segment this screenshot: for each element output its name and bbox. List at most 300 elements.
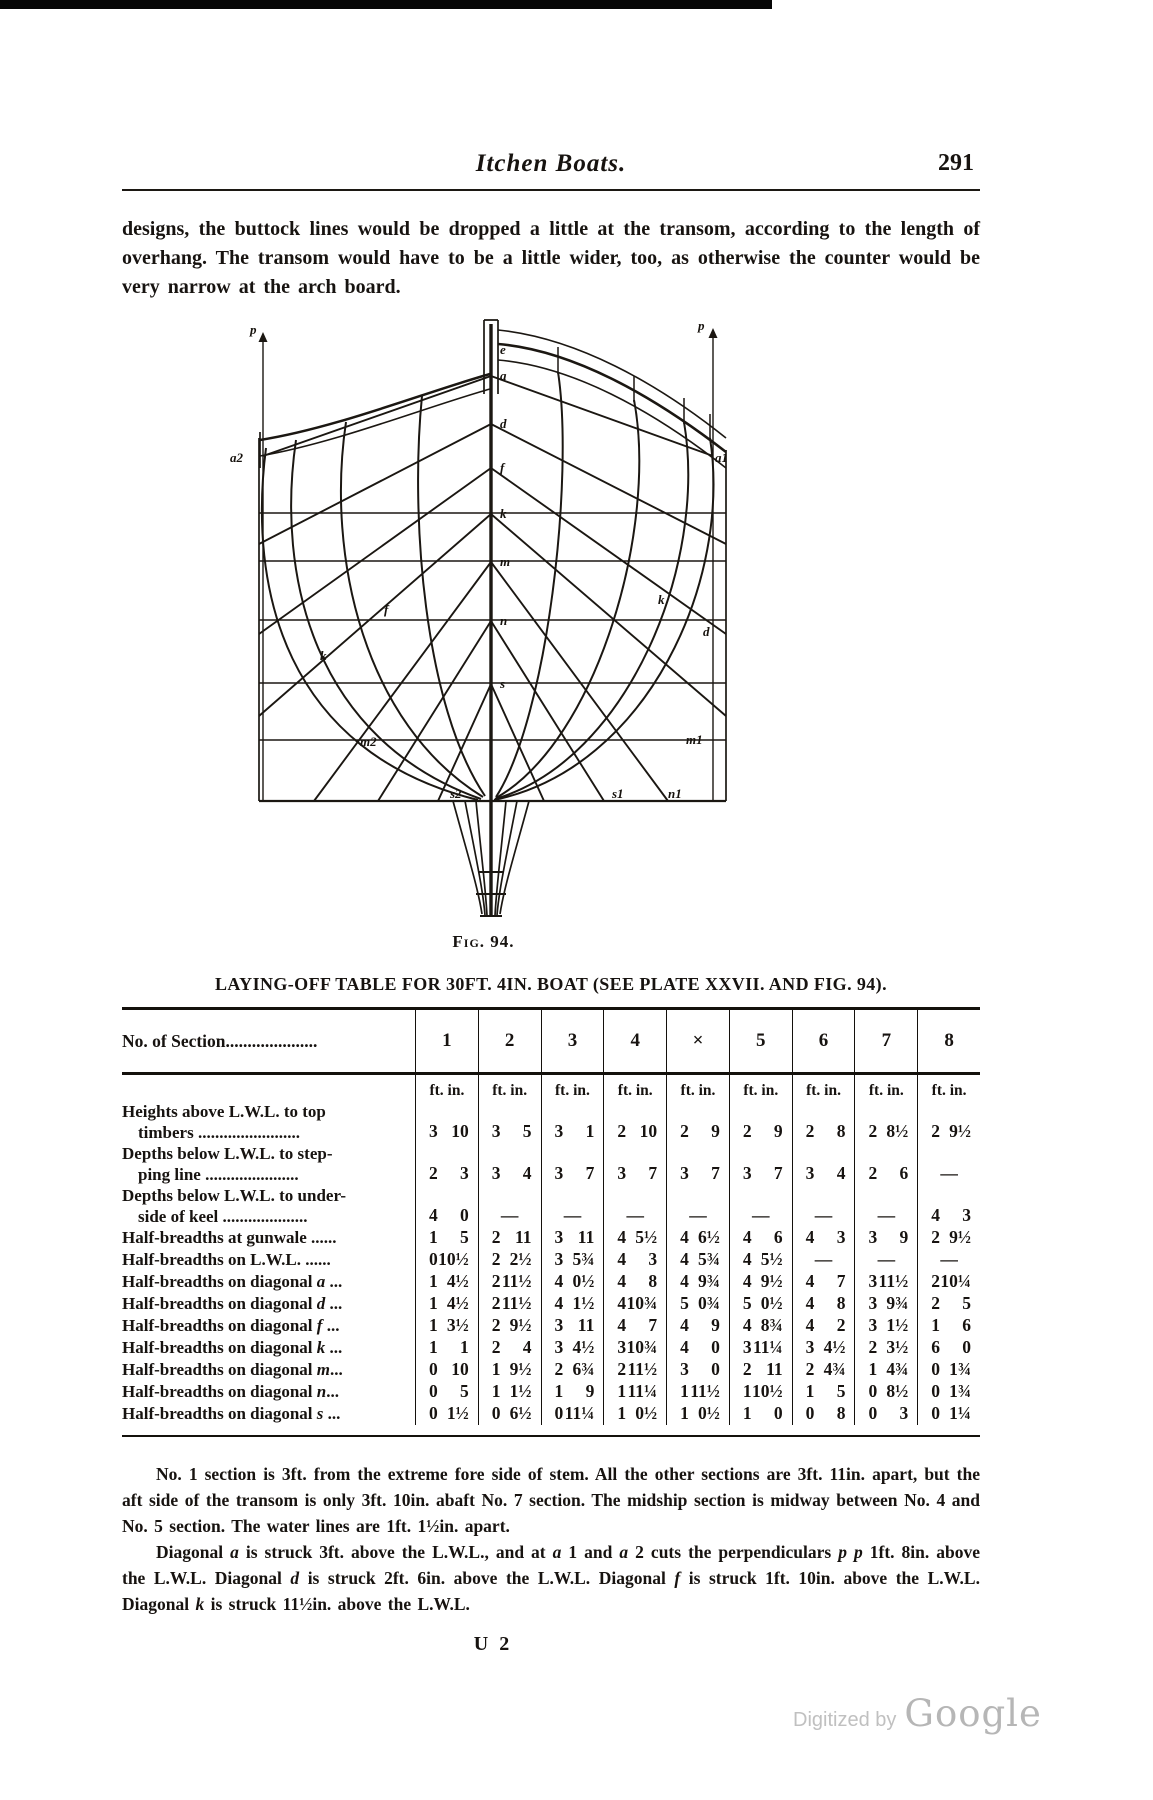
- cell-inches: 1½: [886, 1315, 909, 1335]
- cell-feet: 2: [491, 1271, 501, 1291]
- column-header: 7: [854, 1010, 917, 1072]
- cell-inches: 1½: [572, 1293, 595, 1313]
- cell-feet: 1: [429, 1315, 438, 1335]
- table-cell: —: [792, 1249, 855, 1271]
- table-cell: [854, 1271, 917, 1293]
- table-cell: [478, 1249, 541, 1271]
- cell-feet: 1: [617, 1403, 627, 1423]
- table-cell: [854, 1293, 917, 1315]
- table-cell: [854, 1315, 917, 1337]
- cell-feet: 4: [680, 1337, 689, 1357]
- cell-inches: 11: [577, 1227, 595, 1247]
- unit-label: ft. in.: [603, 1075, 666, 1101]
- cell-feet: 0: [554, 1403, 564, 1423]
- table-cell: [541, 1359, 604, 1381]
- cell-inches: 5½: [635, 1227, 658, 1247]
- table-cell: [478, 1337, 541, 1359]
- label-perpendicular-left: p: [250, 322, 257, 337]
- table-cell: [666, 1359, 729, 1381]
- cell-inches: 11½: [878, 1271, 909, 1291]
- table-cell: [917, 1315, 980, 1337]
- row-label-line2: timbers ........................: [138, 1123, 300, 1142]
- table-cell: [415, 1143, 478, 1185]
- row-label: [122, 1293, 415, 1315]
- cell-feet: 2: [931, 1271, 940, 1291]
- cell-feet: 2: [931, 1227, 940, 1247]
- cell-feet: 4: [805, 1293, 815, 1313]
- table-row: [122, 1337, 980, 1359]
- table-cell: —: [666, 1185, 729, 1227]
- cell-feet: 0: [429, 1249, 438, 1269]
- cell-inches: 11½: [501, 1293, 532, 1313]
- digitized-by-text: Digitized by: [793, 1709, 897, 1731]
- table-cell: [666, 1403, 729, 1425]
- cell-feet: 1: [491, 1359, 501, 1379]
- table-cell: —: [792, 1185, 855, 1227]
- table-cell: [666, 1381, 729, 1403]
- units-spacer: [122, 1075, 415, 1101]
- table-cell: [854, 1381, 917, 1403]
- cell-feet: 2: [868, 1121, 878, 1141]
- cell-inches: 6: [899, 1163, 909, 1183]
- label-m: m: [500, 554, 511, 569]
- table-cell: [541, 1249, 604, 1271]
- table-cell: [792, 1359, 855, 1381]
- table-cell: [792, 1143, 855, 1185]
- row-label-line2: Half-breadths on diagonal s ...: [122, 1404, 341, 1423]
- cell-inches: 10¼: [940, 1271, 971, 1291]
- cell-feet: 1: [429, 1337, 438, 1357]
- table-cell: —: [729, 1185, 792, 1227]
- cell-inches: 10: [451, 1359, 469, 1379]
- cell-feet: 3: [491, 1121, 501, 1141]
- cell-feet: 3: [868, 1293, 878, 1313]
- row-label: [122, 1359, 415, 1381]
- cell-inches: 1: [585, 1121, 595, 1141]
- table-cell: [792, 1403, 855, 1425]
- cell-inches: 3½: [886, 1337, 909, 1357]
- cell-inches: 9½: [509, 1315, 532, 1335]
- unit-label: ft. in.: [666, 1075, 729, 1101]
- table-cell: [541, 1227, 604, 1249]
- cell-feet: 0: [868, 1403, 878, 1423]
- row-label-line2: Half-breadths on diagonal k ...: [122, 1338, 343, 1357]
- cell-feet: 1: [742, 1381, 752, 1401]
- cell-feet: 4: [429, 1205, 438, 1225]
- cell-feet: 5: [742, 1293, 752, 1313]
- table-cell: [854, 1359, 917, 1381]
- cell-inches: 11¼: [564, 1403, 595, 1423]
- cell-feet: 3: [868, 1315, 878, 1335]
- cell-inches: 9½: [949, 1121, 971, 1141]
- column-header: 8: [917, 1010, 980, 1072]
- table-cell: [415, 1227, 478, 1249]
- cell-inches: 7: [711, 1163, 720, 1183]
- cell-inches: 4¾: [886, 1359, 909, 1379]
- cell-feet: 4: [742, 1249, 752, 1269]
- intro-paragraph: designs, the buttock lines would be dropped a little at the transom, according to the length of overhang. The transom would have to be a little wider, too, as otherwise the counter would be very narrow at the arch board.: [122, 218, 980, 298]
- table-cell: [415, 1381, 478, 1403]
- cell-feet: 3: [429, 1121, 438, 1141]
- table-cell: [729, 1249, 792, 1271]
- cell-inches: 8½: [886, 1381, 909, 1401]
- cell-inches: 8¾: [760, 1315, 783, 1335]
- table-cell: [603, 1227, 666, 1249]
- cell-feet: 2: [805, 1359, 815, 1379]
- cell-feet: 4: [805, 1315, 815, 1335]
- table-cell: [666, 1271, 729, 1293]
- table-cell: [603, 1403, 666, 1425]
- row-label-line2: Half-breadths on diagonal m...: [122, 1360, 343, 1379]
- header-rule: [122, 189, 980, 191]
- table-cell: [854, 1101, 917, 1143]
- cell-feet: 1: [931, 1315, 940, 1335]
- cell-inches: 9½: [509, 1359, 532, 1379]
- table-cell: [729, 1101, 792, 1143]
- table-row: [122, 1185, 980, 1227]
- row-label-line2: Half-breadths on L.W.L. ......: [122, 1250, 331, 1269]
- cell-feet: 4: [742, 1271, 752, 1291]
- row-label-line1: Heights above L.W.L. to top: [122, 1102, 326, 1121]
- cell-inches: 5: [522, 1121, 532, 1141]
- cell-inches: 1½: [446, 1403, 469, 1423]
- table-cell: [603, 1337, 666, 1359]
- cell-feet: 4: [617, 1293, 627, 1313]
- cell-feet: 2: [931, 1293, 940, 1313]
- cell-feet: 3: [868, 1227, 878, 1247]
- cell-feet: 2: [491, 1293, 501, 1313]
- table-row: [122, 1315, 980, 1337]
- cell-inches: 10: [451, 1121, 469, 1141]
- table-cell: [854, 1143, 917, 1185]
- table-cell: [603, 1293, 666, 1315]
- signature-mark: U 2: [473, 1633, 513, 1655]
- cell-feet: 3: [805, 1337, 815, 1357]
- label-s2: s2: [450, 786, 462, 801]
- table-cell: [917, 1337, 980, 1359]
- cell-inches: 6¾: [572, 1359, 595, 1379]
- row-label: [122, 1271, 415, 1293]
- cell-inches: 4½: [572, 1337, 595, 1357]
- unit-label: ft. in.: [792, 1075, 855, 1101]
- cell-inches: 7: [648, 1315, 658, 1335]
- table-cell: [917, 1293, 980, 1315]
- cell-feet: 4: [742, 1315, 752, 1335]
- cell-inches: 3: [460, 1163, 469, 1183]
- cell-feet: 0: [931, 1359, 940, 1379]
- row-label: [122, 1185, 415, 1227]
- cell-inches: 6½: [698, 1227, 720, 1247]
- cell-feet: 5: [680, 1293, 689, 1313]
- cell-inches: 5: [460, 1381, 469, 1401]
- cell-feet: 2: [680, 1121, 689, 1141]
- table-cell: [666, 1227, 729, 1249]
- cell-inches: 5¾: [698, 1249, 720, 1269]
- cell-inches: 11: [766, 1359, 783, 1379]
- cell-inches: 9¾: [886, 1293, 909, 1313]
- cell-feet: 4: [617, 1315, 627, 1335]
- row-label-line1: Depths below L.W.L. to under-: [122, 1186, 347, 1205]
- table-cell: [792, 1315, 855, 1337]
- table-cell: —: [478, 1185, 541, 1227]
- cell-inches: 4: [522, 1337, 532, 1357]
- column-header: 3: [541, 1010, 604, 1072]
- table-cell: [541, 1101, 604, 1143]
- cell-inches: 9: [899, 1227, 909, 1247]
- cell-feet: 4: [742, 1227, 752, 1247]
- boat-body-plan-drawing: [226, 316, 741, 928]
- cell-inches: 10¾: [626, 1293, 658, 1313]
- cell-feet: 3: [680, 1163, 689, 1183]
- label-d-right: d: [703, 624, 710, 639]
- table-cell: [478, 1271, 541, 1293]
- column-header: 5: [729, 1010, 792, 1072]
- table-cell: [917, 1381, 980, 1403]
- cell-inches: 10½: [752, 1381, 783, 1401]
- cell-inches: 11½: [690, 1381, 720, 1401]
- column-header: ×: [666, 1010, 729, 1072]
- table-cell: [729, 1227, 792, 1249]
- cell-feet: 0: [429, 1359, 438, 1379]
- cell-feet: 2: [491, 1227, 501, 1247]
- cell-inches: 9: [585, 1381, 595, 1401]
- table-cell: [478, 1143, 541, 1185]
- table-cell: [917, 1403, 980, 1425]
- cell-feet: 2: [554, 1359, 564, 1379]
- cell-feet: 0: [931, 1403, 940, 1423]
- cell-inches: 8½: [886, 1121, 909, 1141]
- cell-inches: 2½: [509, 1249, 532, 1269]
- table-cell: [666, 1101, 729, 1143]
- cell-feet: 2: [491, 1249, 501, 1269]
- cell-inches: 10: [639, 1121, 658, 1141]
- column-header: 4: [603, 1010, 666, 1072]
- row-label: [122, 1101, 415, 1143]
- table-cell: [478, 1227, 541, 1249]
- cell-inches: 8: [836, 1403, 846, 1423]
- cell-inches: 6½: [509, 1403, 532, 1423]
- label-m1: m1: [686, 732, 703, 747]
- note-diagonals: Diagonal a is struck 3ft. above the L.W.L., and at a 1 and a 2 cuts the perpendiculars p p 1ft. 8in. above the L.W.L. Diagonal d is struck 2ft. 6in. above the L.W.L. Diagonal f is struck 1ft. 10in. above the L.W.L. Diagonal k is struck 11½in. above the L.W.L.: [122, 1542, 981, 1614]
- cell-inches: 6: [773, 1227, 783, 1247]
- table-cell: [666, 1143, 729, 1185]
- table-cell: [415, 1337, 478, 1359]
- cell-feet: 3: [617, 1337, 627, 1357]
- row-label: [122, 1403, 415, 1425]
- label-a: a: [500, 368, 507, 383]
- table-cell: [729, 1315, 792, 1337]
- cell-feet: 1: [617, 1381, 627, 1401]
- cell-feet: 4: [680, 1249, 689, 1269]
- table-row: [122, 1249, 980, 1271]
- table-cell: —: [917, 1249, 980, 1271]
- table-row: [122, 1359, 980, 1381]
- table-cell: [541, 1271, 604, 1293]
- table-cell: [478, 1101, 541, 1143]
- table-cell: [415, 1293, 478, 1315]
- cell-inches: 11½: [501, 1271, 532, 1291]
- table-cell: [478, 1359, 541, 1381]
- cell-feet: 1: [680, 1403, 689, 1423]
- table-row: [122, 1381, 980, 1403]
- cell-inches: 0½: [760, 1293, 783, 1313]
- cell-feet: 4: [931, 1205, 940, 1225]
- google-logo: Google: [904, 1692, 1042, 1735]
- table-cell: [603, 1101, 666, 1143]
- cell-feet: 2: [868, 1337, 878, 1357]
- cell-inches: 0½: [635, 1403, 658, 1423]
- cell-inches: 2: [836, 1315, 846, 1335]
- table-units-row: [122, 1075, 980, 1101]
- table-cell: [792, 1101, 855, 1143]
- cell-feet: 3: [554, 1163, 564, 1183]
- column-header: 6: [792, 1010, 855, 1072]
- row-label: [122, 1337, 415, 1359]
- cell-inches: 9: [711, 1315, 720, 1335]
- figure-94: [226, 316, 741, 952]
- table-cell: [415, 1315, 478, 1337]
- cell-inches: 4½: [823, 1337, 846, 1357]
- cell-inches: 5: [962, 1293, 971, 1313]
- row-label-line2: ping line ......................: [138, 1165, 299, 1184]
- cell-feet: 2: [429, 1163, 438, 1183]
- table-cell: [666, 1249, 729, 1271]
- table-cell: —: [854, 1185, 917, 1227]
- table-cell: [729, 1403, 792, 1425]
- cell-feet: 4: [617, 1249, 627, 1269]
- cell-inches: 0: [711, 1337, 720, 1357]
- cell-inches: 0: [460, 1205, 469, 1225]
- table-cell: [603, 1271, 666, 1293]
- cell-inches: 3: [962, 1205, 971, 1225]
- table-row: [122, 1101, 980, 1143]
- cell-inches: 9½: [949, 1227, 971, 1247]
- row-label-line2: Half-breadths at gunwale ......: [122, 1228, 337, 1247]
- cell-feet: 3: [554, 1121, 564, 1141]
- table-cell: [603, 1359, 666, 1381]
- label-k: k: [500, 506, 507, 521]
- table-cell: [917, 1101, 980, 1143]
- table-cell: —: [854, 1249, 917, 1271]
- cell-feet: 3: [617, 1163, 627, 1183]
- cell-feet: 2: [617, 1359, 627, 1379]
- label-f: f: [500, 460, 505, 475]
- table-cell: [917, 1227, 980, 1249]
- cell-inches: 5½: [760, 1249, 783, 1269]
- unit-label: ft. in.: [478, 1075, 541, 1101]
- column-header: 1: [415, 1010, 478, 1072]
- cell-feet: 3: [742, 1337, 752, 1357]
- table-cell: [729, 1381, 792, 1403]
- table-cell: [854, 1337, 917, 1359]
- cell-feet: 0: [805, 1403, 815, 1423]
- figure-caption: Fig. 94.: [452, 932, 515, 951]
- table-cell: [729, 1143, 792, 1185]
- table-cell: [541, 1315, 604, 1337]
- table-cell: [792, 1271, 855, 1293]
- table-cell: [603, 1143, 666, 1185]
- cell-feet: 2: [491, 1315, 501, 1335]
- cell-inches: 4½: [446, 1271, 469, 1291]
- cell-feet: 4: [680, 1271, 689, 1291]
- cell-inches: 7: [773, 1163, 783, 1183]
- cell-inches: 1¾: [949, 1359, 971, 1379]
- cell-inches: 10½: [438, 1249, 469, 1269]
- table-cell: [917, 1185, 980, 1227]
- cell-inches: 3: [648, 1249, 658, 1269]
- cell-feet: 1: [429, 1227, 438, 1247]
- section-header-label: No. of Section.....................: [122, 1030, 318, 1051]
- cell-feet: 3: [554, 1337, 564, 1357]
- table-cell: [478, 1403, 541, 1425]
- cell-feet: 1: [742, 1403, 752, 1423]
- table-cell: [603, 1249, 666, 1271]
- cell-inches: 9½: [760, 1271, 783, 1291]
- table-notes: [122, 1461, 980, 1617]
- cell-feet: 1: [680, 1381, 689, 1401]
- cell-inches: 9: [773, 1121, 783, 1141]
- cell-feet: 3: [554, 1249, 564, 1269]
- label-a2: a2: [230, 450, 243, 465]
- cell-feet: 4: [680, 1227, 689, 1247]
- table-cell: [729, 1293, 792, 1315]
- cell-inches: 0½: [572, 1271, 595, 1291]
- note-sections: No. 1 section is 3ft. from the extreme fore side of stem. All the other sections are 3ft. 11in. apart, but the aft side of the transom is only 3ft. 10in. abaft No. 7 section. The midship section is midway between No. 4 and No. 5 section. The water lines are 1ft. 1½in. apart.: [122, 1464, 980, 1536]
- label-perpendicular-right: p: [698, 318, 705, 333]
- label-k-right: k: [658, 592, 665, 607]
- table-cell: [478, 1293, 541, 1315]
- table-cell: [792, 1227, 855, 1249]
- cell-feet: 2: [742, 1121, 752, 1141]
- cell-feet: 3: [742, 1163, 752, 1183]
- table-cell: —: [603, 1185, 666, 1227]
- cell-inches: 9: [711, 1121, 720, 1141]
- table-cell: [603, 1381, 666, 1403]
- cell-inches: 7: [648, 1163, 658, 1183]
- cell-inches: 8: [836, 1293, 846, 1313]
- row-label-line2: Half-breadths on diagonal a ...: [122, 1272, 343, 1291]
- table-row: [122, 1403, 980, 1425]
- table-cell: [603, 1315, 666, 1337]
- table-cell: —: [917, 1143, 980, 1185]
- table-cell: [854, 1227, 917, 1249]
- unit-label: ft. in.: [917, 1075, 980, 1101]
- label-d: d: [500, 416, 507, 431]
- table-header-row: [122, 1010, 980, 1075]
- cell-inches: 3: [899, 1403, 909, 1423]
- row-label: [122, 1227, 415, 1249]
- cell-inches: 9¾: [698, 1271, 720, 1291]
- cell-feet: 2: [742, 1359, 752, 1379]
- table-cell: [541, 1293, 604, 1315]
- cell-feet: 4: [554, 1293, 564, 1313]
- cell-feet: 1: [805, 1381, 815, 1401]
- table-cell: [666, 1337, 729, 1359]
- table-row: [122, 1143, 980, 1185]
- cell-feet: 0: [931, 1381, 940, 1401]
- cell-feet: 4: [617, 1227, 627, 1247]
- table-cell: [415, 1185, 478, 1227]
- page-number: 291: [938, 150, 974, 176]
- cell-inches: 1¼: [949, 1403, 971, 1423]
- cell-inches: 3: [836, 1227, 846, 1247]
- cell-inches: 1½: [509, 1381, 532, 1401]
- cell-feet: 6: [931, 1337, 940, 1357]
- label-n: n: [500, 613, 508, 628]
- row-label-line1: Depths below L.W.L. to step-: [122, 1144, 333, 1163]
- cell-feet: 3: [680, 1359, 689, 1379]
- table-cell: [415, 1403, 478, 1425]
